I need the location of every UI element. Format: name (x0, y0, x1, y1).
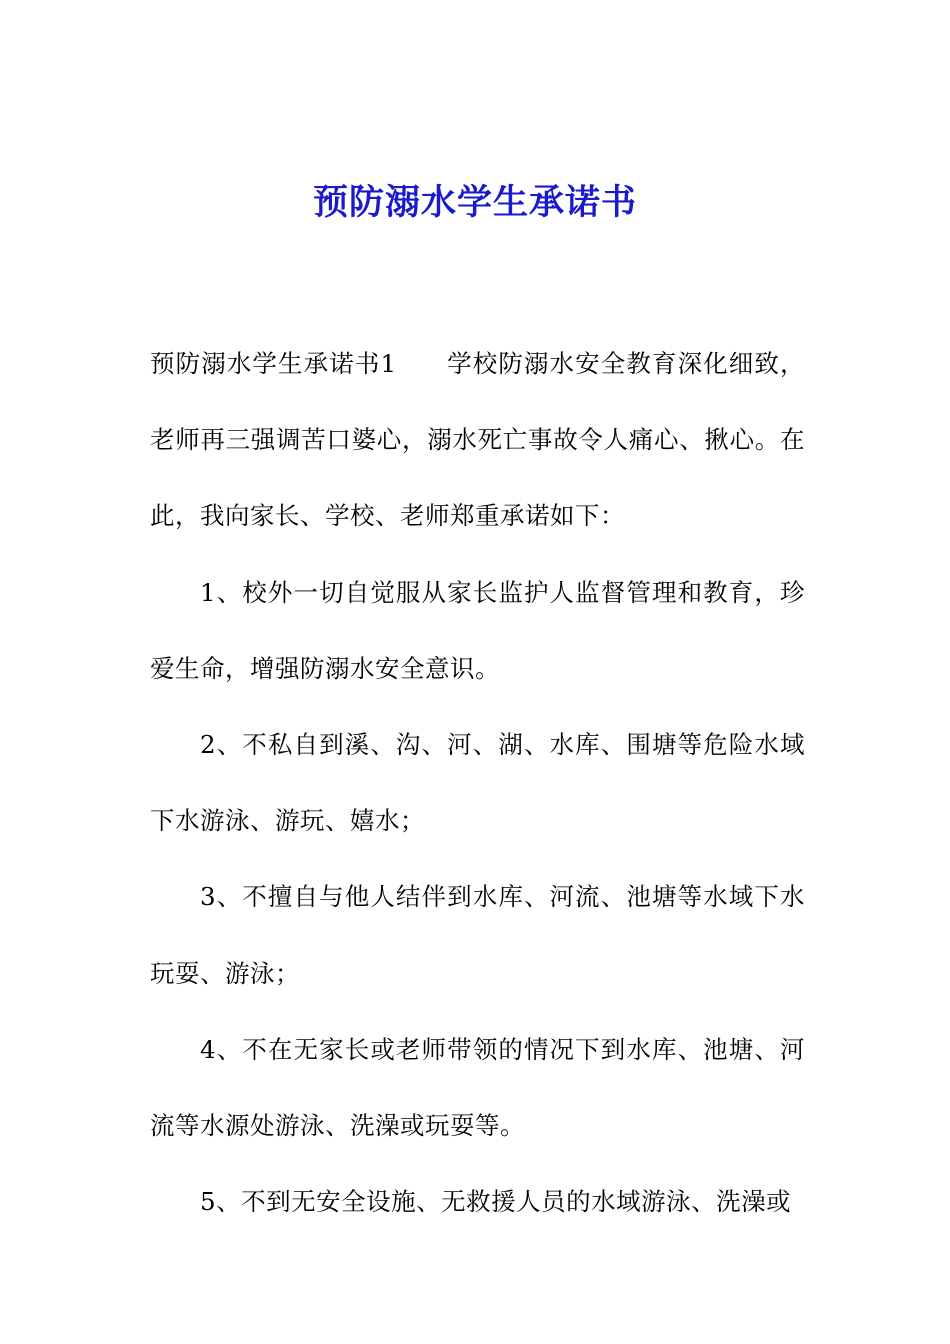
intro-text: 学校防溺水安全教育深化细致，老师再三强调苦口婆心，溺水死亡事故令人痛心、揪心。在此，我向家长、学校、老师郑重承诺如下： (150, 349, 805, 531)
pledge-item-3: 3、不擅自与他人结伴到水库、河流、池塘等水域下水玩耍、游泳； (150, 882, 805, 988)
document-body (150, 326, 805, 1240)
pledge-item-4: 4、不在无家长或老师带领的情况下到水库、池塘、河流等水源处游泳、洗澡或玩耍等。 (150, 1034, 805, 1141)
pledge-item-1: 1、校外一切自觉服从家长监护人监督管理和教育，珍爱生命，增强防溺水安全意识。 (150, 577, 805, 683)
intro-heading: 预防溺水学生承诺书1 (150, 349, 397, 378)
document-title: 预防溺水学生承诺书 (312, 183, 637, 223)
pledge-item-5: 5、不到无安全设施、无救援人员的水域游泳、洗澡或 (200, 1187, 792, 1217)
intro-paragraph (150, 326, 805, 555)
pledge-item-2: 2、不私自到溪、沟、河、湖、水库、围塘等危险水域下水游泳、游玩、嬉水； (150, 730, 805, 836)
